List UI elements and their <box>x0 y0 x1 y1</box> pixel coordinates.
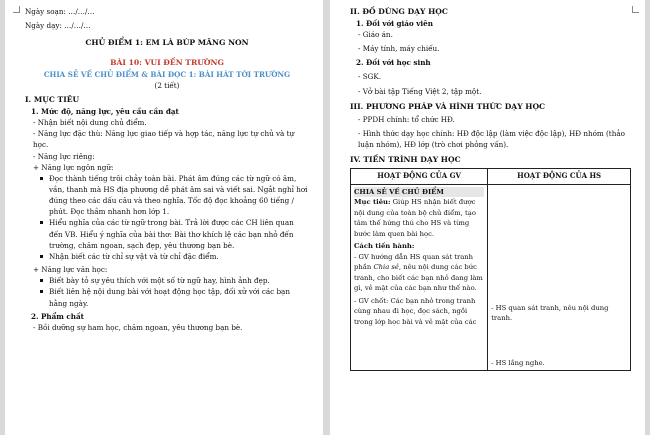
muc-tieu-label: Mục tiêu: <box>354 198 391 207</box>
ngay-day: Ngày dạy: …/…/… <box>25 21 91 31</box>
text-line: - Năng lực đặc thù: Năng lực giao tiếp và hợp tác, năng lực tự chủ và tự học. <box>33 129 295 150</box>
text-line: - Nhận biết nội dung chủ điểm. <box>33 118 147 128</box>
cell-gv <box>351 184 488 371</box>
table-section-title: CHIA SẺ VỀ CHỦ ĐIỂM <box>354 187 484 198</box>
activity-table <box>350 168 631 371</box>
lesson-subtitle: CHIA SẺ VỀ CHỦ ĐIỂM & BÀI ĐỌC 1: BÀI HÁT TỚI TRƯỜNG <box>43 69 291 79</box>
subsection-gv: 1. Đối với giáo viên <box>356 18 433 28</box>
hs-step: - HS lắng nghe. <box>491 358 545 367</box>
text-line: + Năng lực văn học: <box>33 265 108 275</box>
bullet-item: Biết bày tỏ sự yêu thích với một số từ ngữ hay, hình ảnh đẹp. <box>25 275 309 286</box>
col-header-hs: HOẠT ĐỘNG CỦA HS <box>488 168 631 184</box>
muc-tieu-body: Giúp HS nhận biết được nội dung của toàn bộ chủ điểm, tạo tâm thế hứng thú cho HS và từng bước làm quen bài học. <box>354 198 476 238</box>
subsection-hs: 2. Đối với học sinh <box>356 58 431 68</box>
gv-step-text: - GV hướng dẫn HS quan sát tranh phần <box>354 252 474 272</box>
table-header-row <box>351 168 631 184</box>
col-header-gv: HOẠT ĐỘNG CỦA GV <box>351 168 488 184</box>
subsection-muc-do: 1. Mức độ, năng lực, yêu cầu cần đạt <box>31 106 179 116</box>
section-phuong-phap: III. PHƯƠNG PHÁP VÀ HÌNH THỨC DẠY HỌC <box>350 101 546 111</box>
table-row <box>351 184 631 371</box>
page-corner-mark <box>632 6 639 13</box>
ngay-soan: Ngày soạn: …/…/… <box>25 7 95 16</box>
bullet-item: Biết liên hệ nội dung bài với hoạt động học tập, đối xử với các bạn hằng ngày. <box>25 286 309 308</box>
text-line: - SGK. <box>358 72 382 82</box>
gv-step <box>354 252 484 294</box>
section-tien-trinh: IV. TIẾN TRÌNH DẠY HỌC <box>350 154 461 164</box>
cach-tien-hanh-label: Cách tiến hành: <box>354 242 415 251</box>
text-line: - Năng lực riêng: <box>33 151 95 161</box>
text-line: - Giáo án. <box>358 29 393 39</box>
text-line: - Hình thức dạy học chính: HĐ độc lập (làm việc độc lập), HĐ nhóm (thảo luận nhóm), HĐ lớp (trò chơi phỏng vấn). <box>358 128 625 149</box>
lesson-periods: (2 tiết) <box>154 81 180 90</box>
bullet-item: Đọc thành tiếng trôi chảy toàn bài. Phát âm đúng các từ ngữ có âm, vần, thanh mà HS địa phương dễ phát âm sai và viết sai. Ngắt nghỉ hơi đúng theo các dấu câu và theo nghĩa. Tốc độ đọc khoảng 60 tiếng / phút. Đọc thầm nhanh hơn lớp 1. <box>25 173 309 218</box>
bullet-item: Nhận biết các từ chỉ sự vật và từ chỉ đặc điểm. <box>25 251 309 262</box>
gv-step-emphasis: Chia sẻ <box>373 263 399 272</box>
gv-step-text: , nêu nội dung các bức tranh, cho biết các bạn nhỏ đang làm gì, vẻ mặt của các bạn như thế nào. <box>354 263 483 293</box>
text-line: - Bồi dưỡng sự ham học, chăm ngoan, yêu thương bạn bè. <box>33 322 243 332</box>
section-muc-tieu: I. MỤC TIÊU <box>25 95 80 105</box>
chu-diem-title: CHỦ ĐIỂM 1: EM LÀ BÚP MĂNG NON <box>85 38 249 48</box>
document-page-left <box>5 0 323 435</box>
hs-step: - HS quan sát tranh, nêu nội dung tranh. <box>491 303 609 323</box>
subsection-pham-chat: 2. Phẩm chất <box>31 311 84 321</box>
text-line: - Vở bài tập Tiếng Việt 2, tập một. <box>358 86 482 96</box>
text-line: - Máy tính, máy chiếu. <box>358 44 440 54</box>
document-page-right <box>330 0 645 435</box>
text-line: - PPDH chính: tổ chức HĐ. <box>358 115 455 125</box>
text-line: + Năng lực ngôn ngữ: <box>33 162 114 172</box>
cell-hs <box>488 184 631 371</box>
muc-tieu-text <box>354 197 484 239</box>
gv-step: - GV chốt: Các bạn nhỏ trong tranh cùng nhau đi học, đọc sách, ngồi trong lớp học bài và vẻ mặt của các <box>354 296 477 326</box>
lesson-title: BÀI 10: VUI ĐẾN TRƯỜNG <box>110 58 224 68</box>
page-corner-mark <box>13 6 20 13</box>
bullet-item: Hiểu nghĩa của các từ ngữ trong bài. Trả lời được các CH liên quan đến VB. Hiểu ý nghĩa của bài thơ: Bài thơ khích lệ các bạn nhỏ đến trường, chăm ngoan, sạch đẹp, yêu thương bạn bè. <box>25 217 309 250</box>
section-do-dung: II. ĐỒ DÙNG DẠY HỌC <box>350 7 448 16</box>
